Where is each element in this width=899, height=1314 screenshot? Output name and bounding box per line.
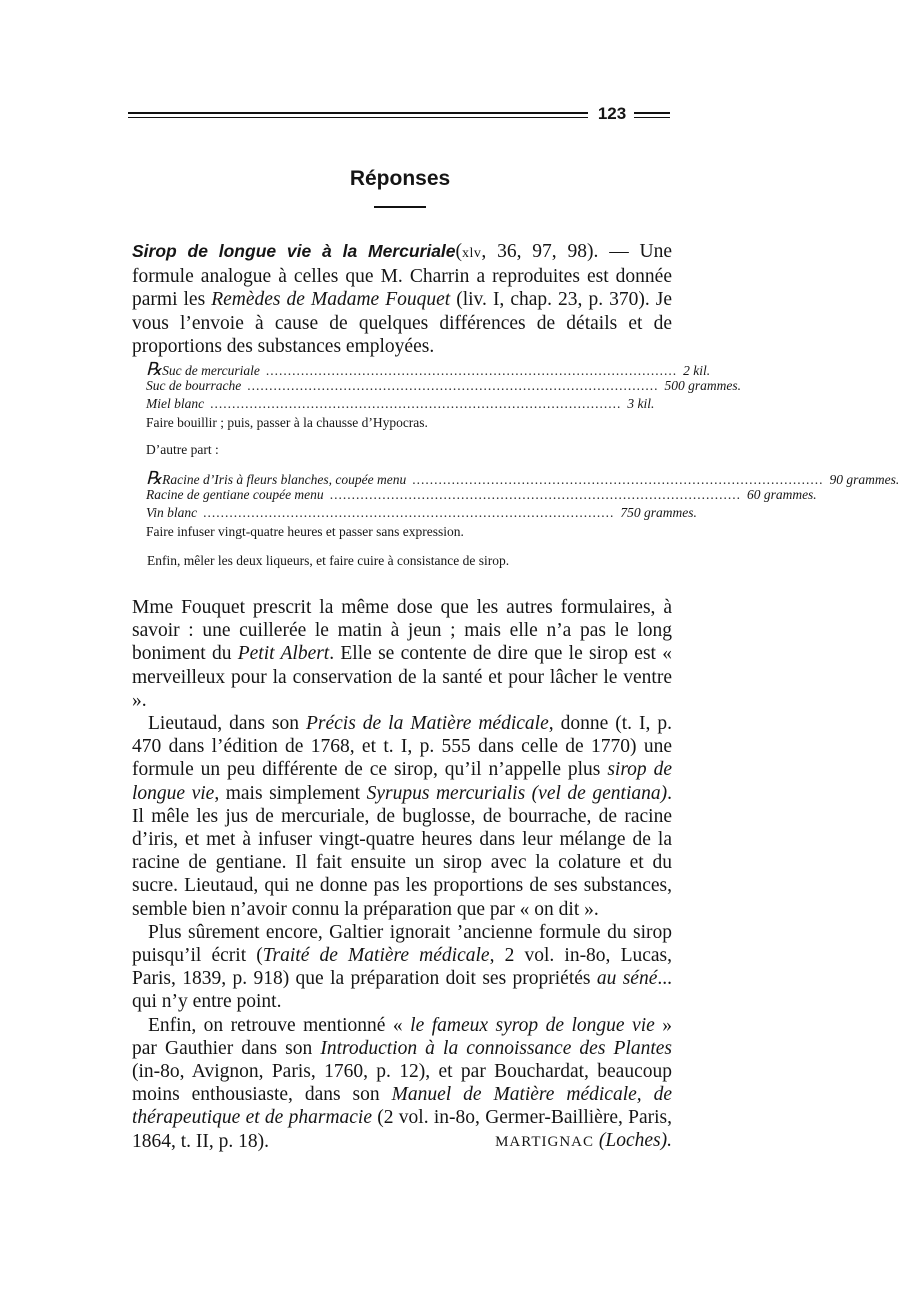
book-title: Manuel de Matière médicale, de thérapeutique et de pharmacie [132,1084,673,1129]
ingredient-name: Racine de gentiane coupée menu [146,486,324,502]
recipe-2 [146,468,899,542]
body-text [132,596,672,1153]
book-title: Traité de Matière médicale [262,945,490,967]
leader-dots: .............................................................................................. [247,377,659,393]
leader-dots: .............................................................................................. [265,363,678,378]
header-rule-right [634,112,670,120]
recipe-row [146,468,899,488]
book-title: Remèdes de Madame Fouquet [211,289,451,311]
recipe-1 [146,359,741,433]
recipe-instruction: Faire infuser vingt-quatre heures et passer sans expression. [146,523,464,539]
ingredient-name: Suc de mercuriale [162,363,260,378]
header-rule-left [128,112,588,120]
recipe-instruction: Faire bouillir ; puis, passer à la chausse d’Hypocras. [146,414,428,430]
query-heading: Sirop de longue vie à la Mercuriale [132,241,456,261]
leader-dots: .............................................................................................. [412,472,824,487]
ingredient-quantity: 750 grammes. [620,505,697,520]
recipe-row [146,377,741,397]
query-ref-smallcaps: xlv [462,246,482,261]
book-title: Petit Albert [237,643,330,665]
ingredient-name: Vin blanc [146,505,198,520]
ingredient-quantity: 2 kil. [683,363,711,378]
ingredient-quantity: 60 grammes. [746,486,817,502]
leader-dots: .............................................................................................. [203,505,615,520]
ingredient-name: Racine d’Iris à fleurs blanches, coupée menu [162,472,407,487]
leader-dots: .............................................................................................. [329,486,741,502]
paragraph: Enfin, on retrouve mentionné « le fameux syrop de longue vie » par Gauthier dans son Introduction à la connoissance des Plantes (in-8o, Avignon, Paris, 1760, p. 12), et par Bouchardat, beaucoup moins enthousiaste, dans son Manuel de Matière médicale, de thérapeutique et de pharmacie (2 vol. in-8o, Germer-Baillière, Paris, 1864, t. II, p. 18). [132,1014,673,1152]
recipe-row [146,396,666,415]
paragraph: Mme Fouquet prescrit la même dose que les autres formulaires, à savoir : une cuillerée le matin à jeun ; mais elle n’a pas le long boniment du Petit Albert. Elle se contente de dire que le sirop est « merveilleux pour la conservation de la santé et pour lâcher le ventre ». [132,597,672,711]
recipe-symbol-icon: ℞ [146,468,163,488]
ingredient-name: Suc de bourrache [146,377,242,393]
section-title: Réponses [349,167,451,190]
final-instruction: Enfin, mêler les deux liqueurs, et faire cuire à consistance de sirop. [147,553,510,568]
signature [420,1130,672,1152]
recipe-row [146,505,697,524]
ingredient-quantity: 90 grammes. [829,472,899,487]
title-underline [374,206,426,208]
paragraph: Plus sûrement encore, Galtier ignorait ’ancienne formule du sirop puisqu’il écrit (Traité de Matière médicale, 2 vol. in-8o, Lucas, Paris, 1839, p. 918) que la préparation doit ses propriétés au séné... qui n’y entre point. [132,921,673,1013]
author-name: MARTIGNAC [495,1134,595,1150]
ingredient-name: Miel blanc [146,396,205,411]
paragraph: Lieutaud, dans son Précis de la Matière médicale, donne (t. I, p. 470 dans l’édition de 1768, et t. I, p. 555 dans celle de 1770) une formule un peu différente de ce sirop, qu’il n’appelle plus sirop de longue vie, mais simplement Syrupus mercurialis (vel de gentiana). Il mêle les jus de mercuriale, de buglosse, de bourrache, de racine d’iris, et met à infuser vingt-quatre heures dans leur mélange de la racine de gentiane. Il fait ensuite un sirop avec la colature et du sucre. Lieutaud, qui ne donne pas les proportions de ses substances, semble bien n’avoir connu la préparation que par « on dit ». [132,713,673,920]
recipe-row [146,359,711,379]
book-title: Introduction à la connoissance des Plantes [320,1037,673,1059]
leader-dots: .............................................................................................. [210,396,622,411]
page-number: 123 [597,104,627,123]
recipe-row [146,486,817,506]
recipe-symbol-icon: ℞ [146,359,163,379]
intro-paragraph: Sirop de longue vie à la Mercuriale(xlv, 36, 97, 98). — Une formule analogue à celles que M. Charrin a reproduites est donnée parmi les Remèdes de Madame Fouquet (liv. I, chap. 23, p. 370). Je vous l’envoie à cause de quelques différences de détails et de proportions des substances employées. [132,241,672,357]
autre-part-label: D’autre part : [146,442,219,457]
author-place: (Loches). [598,1130,672,1151]
ingredient-quantity: 500 grammes. [664,377,741,393]
book-title: Précis de la Matière médicale [305,713,549,735]
ingredient-quantity: 3 kil. [627,396,655,411]
